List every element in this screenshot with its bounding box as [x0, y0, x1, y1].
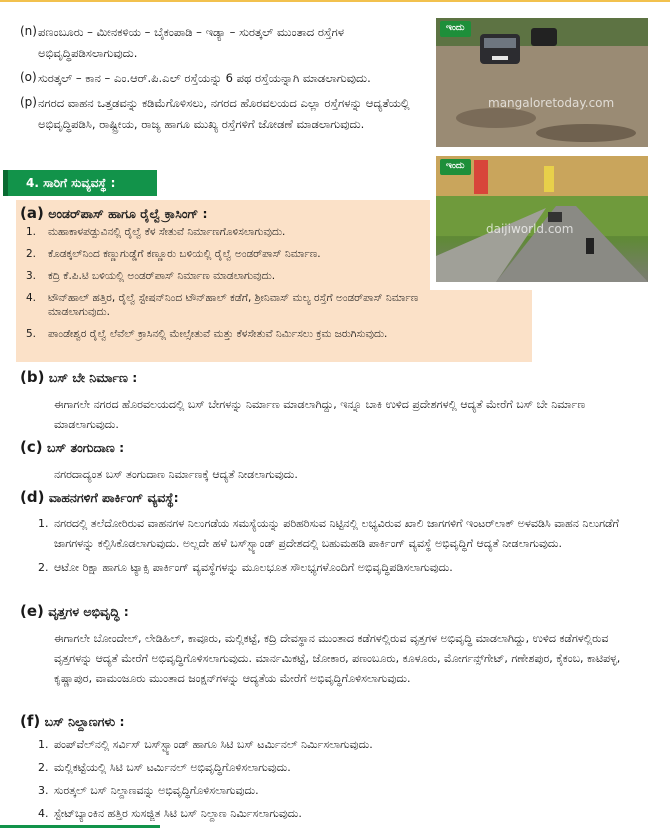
item-text: ಟೌನ್‌ಹಾಲ್ ಹತ್ತಿರ, ರೈಲ್ವೆ ಸ್ಟೇಷನ್‌ನಿಂದ ಟೌನ್‌ಹಾಲ್ ಕಡೆಗೆ, ಶ್ರೀನಿವಾಸ್ ಮಲ್ಯ ರಸ್ತೆಗೆ ಅಂಡರ್‌ಪಾಸ್ ನಿರ್ಮಾಣ ಮಾಡಲಾಗುವುದು. — [48, 292, 419, 318]
item-text: ಮಲ್ಲಿಕಟ್ಟೆಯಲ್ಲಿ ಸಿಟಿ ಬಸ್ ಟರ್ಮಿನಲ್ ಅಭಿವೃದ್ಧಿಗೊಳಿಸಲಾಗುವುದು. — [54, 761, 291, 775]
item-text: ಆಟೋ ರಿಕ್ಷಾ ಹಾಗೂ ಟ್ಯಾಕ್ಸಿ ಪಾರ್ಕಿಂಗ್ ವ್ಯವಸ್ಥೆಗಳನ್ನು ಮೂಲಭೂತ ಸೌಲಭ್ಯಗಳೊಂದಿಗೆ ಅಭಿವೃದ್ಧಿಪಡಿಸಲಾಗುವುದು. — [54, 561, 453, 575]
underpass-list — [16, 225, 528, 349]
item-text: ಸುರತ್ಕಲ್ – ಕಾನ – ಎಂ.ಆರ್.ಪಿ.ಎಲ್ ರಸ್ತೆಯನ್ನು 6 ಪಥ ರಸ್ತೆಯನ್ನಾಗಿ ಮಾಡಲಾಗುವುದು. — [38, 71, 371, 85]
list-item — [16, 291, 528, 319]
item-text: ಪಂಪ್‌ವೆಲ್‌ನಲ್ಲಿ ಸರ್ವಿಸ್ ಬಸ್‌ಸ್ಟ್ಯಾಂಡ್ ಹಾಗೂ ಸಿಟಿ ಬಸ್ ಟರ್ಮಿನಲ್ ನಿರ್ಮಿಸಲಾಗುವುದು. — [54, 738, 373, 752]
list-item — [16, 269, 528, 283]
item-text: ಕೊಡಕ್ಕಲ್‌ನಿಂದ ಕಣ್ಣುಗುಡ್ಡೆಗೆ ಕಣ್ಣೂರು ಬಳಿಯಲ್ಲಿ ರೈಲ್ವೆ ಅಂಡರ್‌ಪಾಸ್ ನಿರ್ಮಾಣ. — [48, 248, 321, 260]
list-item — [20, 758, 650, 778]
subsection-letter: (a) — [20, 204, 44, 222]
list-item — [16, 225, 528, 239]
top-item-n — [20, 22, 425, 64]
road-photo-cars-image — [436, 18, 648, 147]
item-number: 1. — [38, 738, 49, 752]
top-accent-line — [0, 0, 670, 2]
circles-section — [20, 600, 650, 689]
subsection-heading — [20, 600, 650, 623]
item-number: 3. — [25, 270, 36, 282]
parking-list — [20, 514, 650, 578]
subsection-heading — [20, 366, 650, 389]
underpass-section — [16, 200, 430, 362]
bus-bay-section — [20, 366, 650, 435]
item-number: 3. — [38, 784, 49, 798]
subsection-heading — [20, 710, 650, 733]
subsection-paragraph: ನಗರದಾದ್ಯಂತ ಬಸ್ ತಂಗುದಾಣ ನಿರ್ಮಾಣಕ್ಕೆ ಆದ್ಯತೆ ನೀಡಲಾಗುವುದು. — [54, 468, 298, 482]
item-text: ಕದ್ರಿ ಕೆ.ಪಿ.ಟಿ ಬಳಿಯಲ್ಲಿ ಅಂಡರ್‌ಪಾಸ್ ನಿರ್ಮಾಣ ಮಾಡಲಾಗುವುದು. — [48, 270, 276, 282]
subsection-letter: (b) — [20, 368, 45, 386]
item-label: (o) — [20, 70, 37, 84]
section-header-transport: 4. ಸಾರಿಗೆ ಸುವ್ಯವಸ್ಥೆ : — [3, 170, 157, 196]
item-number: 5. — [25, 328, 36, 340]
photo-tag: ಇಂದು — [440, 21, 471, 37]
item-text: ಪಣಂಬೂರು – ಮೀನಕಳಿಯ – ಬೈಕಂಪಾಡಿ – ಇಡ್ಯಾ – ಸುರತ್ಕಲ್ ಮುಂತಾದ ರಸ್ತೆಗಳ ಅಭಿವೃದ್ಧಿಪಡಿಸಲಾಗುವುದು. — [38, 25, 344, 60]
item-text: ನಗರದ ವಾಹನ ಒತ್ತಡವನ್ನು ಕಡಿಮೆಗೊಳಿಸಲು, ನಗರದ ಹೊರವಲಯದ ಎಲ್ಲಾ ರಸ್ತೆಗಳನ್ನು ಆದ್ಯತೆಯಲ್ಲಿ ಅಭಿವೃದ್ಧಿಪಡಿಸಿ, ರಾಷ್ಟ್ರೀಯ, ರಾಜ್ಯ ಹಾಗೂ ಮುಖ್ಯ ರಸ್ತೆಗಳಿಗೆ ಜೋಡಣೆ ಮಾಡಲಾಗುವುದು. — [38, 96, 410, 131]
top-item-p — [20, 93, 425, 135]
item-text: ಸ್ಟೇಟ್‌ಬ್ಯಾಂಕಿನ ಹತ್ತಿರ ಸುಸಜ್ಜಿತ ಸಿಟಿ ಬಸ್ ನಿಲ್ದಾಣ ನಿರ್ಮಿಸಲಾಗುವುದು. — [54, 807, 302, 821]
item-label: (p) — [20, 95, 37, 109]
road-photo-cars — [436, 18, 648, 147]
subsection-heading — [20, 436, 650, 459]
bus-shelter-section — [20, 436, 650, 485]
subsection-title: ಅಂಡರ್‌ಪಾಸ್ ಹಾಗೂ ರೈಲ್ವೆ ಕ್ರಾಸಿಂಗ್ : — [48, 206, 208, 221]
item-number: 2. — [38, 561, 49, 575]
list-item — [16, 247, 528, 261]
item-label: (n) — [20, 24, 37, 38]
subsection-title: ಬಸ್ ತಂಗುದಾಣ : — [46, 440, 125, 455]
item-text: ನಗರದಲ್ಲಿ ತಲೆದೋರಿರುವ ವಾಹನಗಳ ನಿಲುಗಡೆಯ ಸಮಸ್ಯೆಯನ್ನು ಪರಿಹರಿಸುವ ನಿಟ್ಟಿನಲ್ಲಿ ಲಭ್ಯವಿರುವ ಖಾಲಿ ಜಾಗಗಳಿಗೆ ಇಂಟರ್‌ಲಾಕ್ ಅಳವಡಿಸಿ ವಾಹನ ನಿಲುಗಡೆಗೆ ಜಾಗಗಳನ್ನು ಕಲ್ಪಿಸಿಕೊಡಲಾಗುವುದು. ಅಲ್ಲದೇ ಹಳೆ ಬಸ್‌ಸ್ಟ್ಯಾಂಡ್ ಪ್ರದೇಶದಲ್ಲಿ ಬಹುಮಹಡಿ ಪಾರ್ಕಿಂಗ್ ವ್ಯವಸ್ಥೆ ಅಭಿವೃದ್ಧಿಗೆ ಆದ್ಯತೆ ನೀಡಲಾಗುವುದು. — [54, 517, 619, 551]
list-item — [20, 804, 650, 824]
subsection-heading — [20, 202, 208, 225]
list-item — [20, 781, 650, 801]
photo-watermark: mangaloretoday.com — [488, 96, 615, 110]
item-text: ಪಾಂಡೇಶ್ವರ ರೈಲ್ವೆ ಲೆವೆಲ್ ಕ್ರಾಸಿನಲ್ಲಿ ಮೇಲ್ಸೇತುವೆ ಮತ್ತು ಕೆಳಸೇತುವೆ ನಿರ್ಮಿಸಲು ಕ್ರಮ ಜರುಗಿಸುವುದು. — [48, 328, 388, 340]
subsection-title: ಬಸ್ ನಿಲ್ದಾಣಗಳು : — [44, 714, 125, 729]
item-number: 4. — [25, 292, 36, 304]
list-item — [20, 735, 650, 755]
subsection-title: ವೃತ್ತಗಳ ಅಭಿವೃದ್ಧಿ : — [48, 604, 129, 619]
item-number: 1. — [38, 517, 49, 531]
bus-stands-list — [20, 735, 650, 824]
top-item-o — [20, 68, 425, 89]
subsection-paragraph: ಈಗಾಗಲೇ ಬೋಂದೇಲ್, ಲೇಡಿಹಿಲ್, ಕಾವೂರು, ಮಲ್ಲಿಕಟ್ಟೆ, ಕದ್ರಿ ದೇವಸ್ಥಾನ ಮುಂತಾದ ಕಡೆಗಳಲ್ಲಿರುವ ವೃತ್ತಗಳ ಅಭಿವೃದ್ಧಿ ಮಾಡಲಾಗಿದ್ದು, ಉಳಿದ ಕಡೆಗಳಲ್ಲಿರುವ ವೃತ್ತಗಳನ್ನು ಆದ್ಯತೆ ಮೇರೆಗೆ ಅಭಿವೃದ್ಧಿಗೊಳಿಸಲಾಗುವುದು. ಮಾರ್ನಮಿಕಟ್ಟೆ, ಜೋಕಾರ, ಪಣಂಬೂರು, ಕೂಳೂರು, ಮೋರ್ಗನ್ಸ್‌ಗೇಟ್, ಗಣೇಶಪುರ, ಕೈಕಂಬ, ಕಾಟಿಪಳ್ಳ, ಕೃಷ್ಣಾಪುರ, ವಾಮಂಜೂರು ಮುಂತಾದ ಜಂಕ್ಷನ್‌ಗಳನ್ನು ಆದ್ಯತೆಯ ಮೇರೆಗೆ ಅಭಿವೃದ್ಧಿಗೊಳಿಸಲಾಗುವುದು. — [54, 632, 621, 686]
photo-watermark: daijiworld.com — [486, 222, 574, 236]
list-item — [20, 558, 650, 578]
subsection-heading — [20, 486, 650, 509]
item-text: ಸುರತ್ಕಲ್ ಬಸ್ ನಿಲ್ದಾಣವನ್ನು ಅಭಿವೃದ್ಧಿಗೊಳಿಸಲಾಗುವುದು. — [54, 784, 259, 798]
subsection-letter: (e) — [20, 602, 44, 620]
subsection-letter: (f) — [20, 712, 41, 730]
item-number: 1. — [25, 226, 36, 238]
item-number: 2. — [38, 761, 49, 775]
list-item — [20, 514, 650, 554]
top-road-items — [20, 22, 425, 139]
item-number: 4. — [38, 807, 49, 821]
subsection-letter: (d) — [20, 488, 45, 506]
subsection-title: ಬಸ್ ಬೇ ನಿರ್ಮಾಣ : — [48, 370, 138, 385]
subsection-title: ವಾಹನಗಳಿಗೆ ಪಾರ್ಕಿಂಗ್ ವ್ಯವಸ್ಥೆ: — [48, 490, 179, 505]
subsection-letter: (c) — [20, 438, 43, 456]
item-text: ಮಹಾಕಾಳಪಡ್ಪುವಿನಲ್ಲಿ ರೈಲ್ವೆ ಕೆಳ ಸೇತುವೆ ನಿರ್ಮಾಣಗೊಳಿಸಲಾಗುವುದು. — [48, 226, 286, 238]
subsection-paragraph: ಈಗಾಗಲೇ ನಗರದ ಹೊರವಲಯದಲ್ಲಿ ಬಸ್ ಬೇಗಳನ್ನು ನಿರ್ಮಾಣ ಮಾಡಲಾಗಿದ್ದು, ಇನ್ನೂ ಬಾಕಿ ಉಳಿದ ಪ್ರದೇಶಗಳಲ್ಲಿ ಆದ್ಯತೆ ಮೇರೆಗೆ ಬಸ್ ಬೇ ನಿರ್ಮಾಣ ಮಾಡಲಾಗುವುದು. — [54, 398, 586, 432]
parking-section — [20, 486, 650, 582]
list-item — [16, 327, 528, 341]
photo-tag: ಇಂದು — [440, 159, 471, 175]
item-number: 2. — [25, 248, 36, 260]
bus-stands-section — [20, 710, 650, 824]
